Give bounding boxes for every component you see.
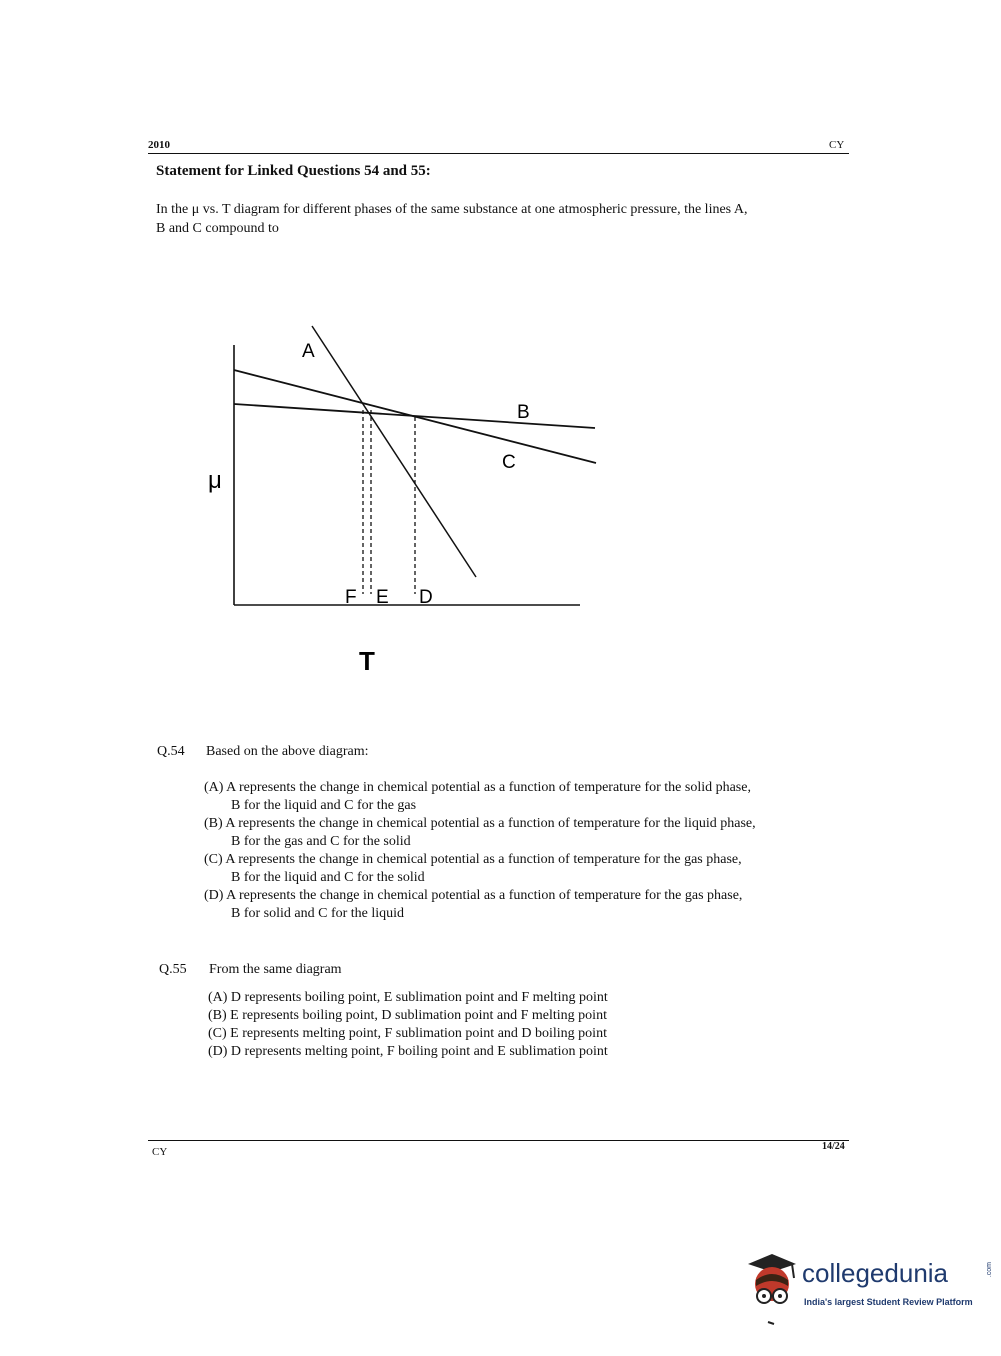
- intro-line-1: In the μ vs. T diagram for different phases of the same substance at one atmospheric pressure, the lines A,: [156, 202, 748, 217]
- q54-option-d-line2: B for solid and C for the liquid: [231, 906, 405, 921]
- footer-code: CY: [152, 1146, 168, 1158]
- q54-option-c: [204, 851, 844, 887]
- q54-option-b: [204, 815, 844, 851]
- linked-heading: Statement for Linked Questions 54 and 55:: [156, 163, 431, 179]
- q55-number: Q.55: [159, 962, 187, 977]
- q54-option-a: [204, 779, 844, 815]
- label-y-axis: μ: [208, 467, 222, 494]
- footer-rule: [148, 1140, 849, 1141]
- q54-stem: Based on the above diagram:: [206, 744, 369, 759]
- q55-stem: From the same diagram: [209, 962, 342, 977]
- logo-tagline: India's largest Student Review Platform: [804, 1297, 973, 1307]
- label-point-d: D: [419, 587, 433, 608]
- q55-option-c: (C) E represents melting point, F sublimation point and D boiling point: [208, 1026, 607, 1041]
- q54-option-c-line2: B for the liquid and C for the solid: [231, 870, 425, 885]
- q54-option-d: [204, 887, 844, 923]
- q54-number: Q.54: [157, 744, 185, 759]
- label-line-a: A: [302, 341, 315, 362]
- label-point-e: E: [376, 587, 389, 608]
- header-code: CY: [829, 139, 845, 151]
- q54-option-c-line1: (C) A represents the change in chemical potential as a function of temperature for the gas phase,: [204, 852, 742, 867]
- q54-option-d-line1: (D) A represents the change in chemical potential as a function of temperature for the gas phase,: [204, 888, 743, 903]
- label-line-b: B: [517, 402, 530, 423]
- q54-option-a-line2: B for the liquid and C for the gas: [231, 798, 417, 813]
- footer-page: 14/24: [822, 1141, 845, 1152]
- logo-name: collegedunia: [802, 1258, 949, 1288]
- label-x-axis: T: [359, 646, 375, 676]
- q54-option-b-line2: B for the gas and C for the solid: [231, 834, 411, 849]
- q54-option-b-line1: (B) A represents the change in chemical potential as a function of temperature for the liquid phase,: [204, 816, 756, 831]
- intro-line-2: B and C compound to: [156, 221, 279, 236]
- logo-suffix: .com: [986, 1262, 993, 1278]
- header-year: 2010: [148, 139, 170, 151]
- label-point-f: F: [345, 587, 357, 608]
- q54-option-a-line1: (A) A represents the change in chemical potential as a function of temperature for the solid phase,: [204, 780, 751, 795]
- q55-option-a: (A) D represents boiling point, E sublimation point and F melting point: [208, 990, 608, 1005]
- q55-option-d: (D) D represents melting point, F boiling point and E sublimation point: [208, 1044, 608, 1059]
- q55-option-b: (B) E represents boiling point, D sublimation point and F melting point: [208, 1008, 607, 1023]
- label-line-c: C: [502, 452, 516, 473]
- line-a: [312, 326, 476, 577]
- collegedunia-mascot-icon: [744, 1250, 800, 1326]
